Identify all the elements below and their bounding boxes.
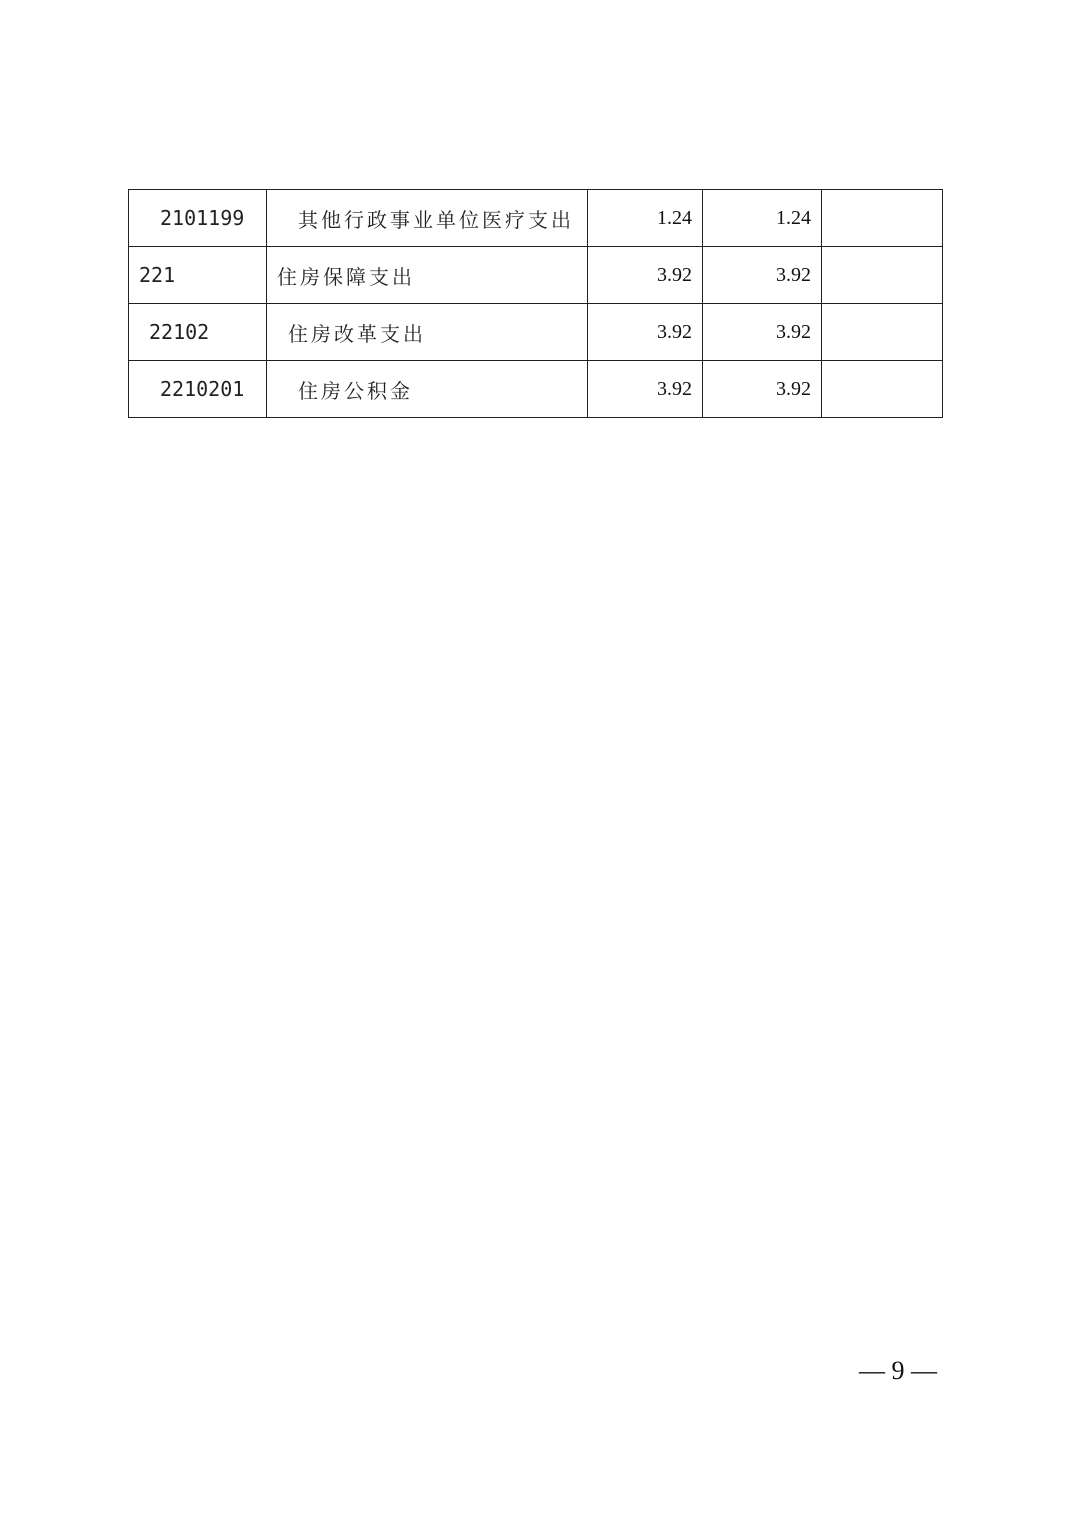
amount-cell [822,304,943,361]
amount-cell: 3.92 [703,304,822,361]
subject-code-cell: 2210201 [129,361,267,418]
amount-cell: 3.92 [703,247,822,304]
amount-cell [822,247,943,304]
amount-cell: 3.92 [588,361,703,418]
amount-cell: 1.24 [588,190,703,247]
amount-cell [822,190,943,247]
subject-code-cell: 2101199 [129,190,267,247]
table-row [129,247,943,304]
amount-cell: 1.24 [703,190,822,247]
subject-name-cell: 住房公积金 [267,361,588,418]
page-number: — 9 — [859,1356,937,1385]
subject-code-cell: 22102 [129,304,267,361]
subject-name-cell: 其他行政事业单位医疗支出 [267,190,588,247]
subject-name-cell: 住房保障支出 [267,247,588,304]
table-row [129,190,943,247]
table-row [129,361,943,418]
amount-cell: 3.92 [703,361,822,418]
amount-cell [822,361,943,418]
subject-code-cell: 221 [129,247,267,304]
budget-expenditure-table [128,189,943,418]
table-row [129,304,943,361]
amount-cell: 3.92 [588,304,703,361]
subject-name-cell: 住房改革支出 [267,304,588,361]
amount-cell: 3.92 [588,247,703,304]
